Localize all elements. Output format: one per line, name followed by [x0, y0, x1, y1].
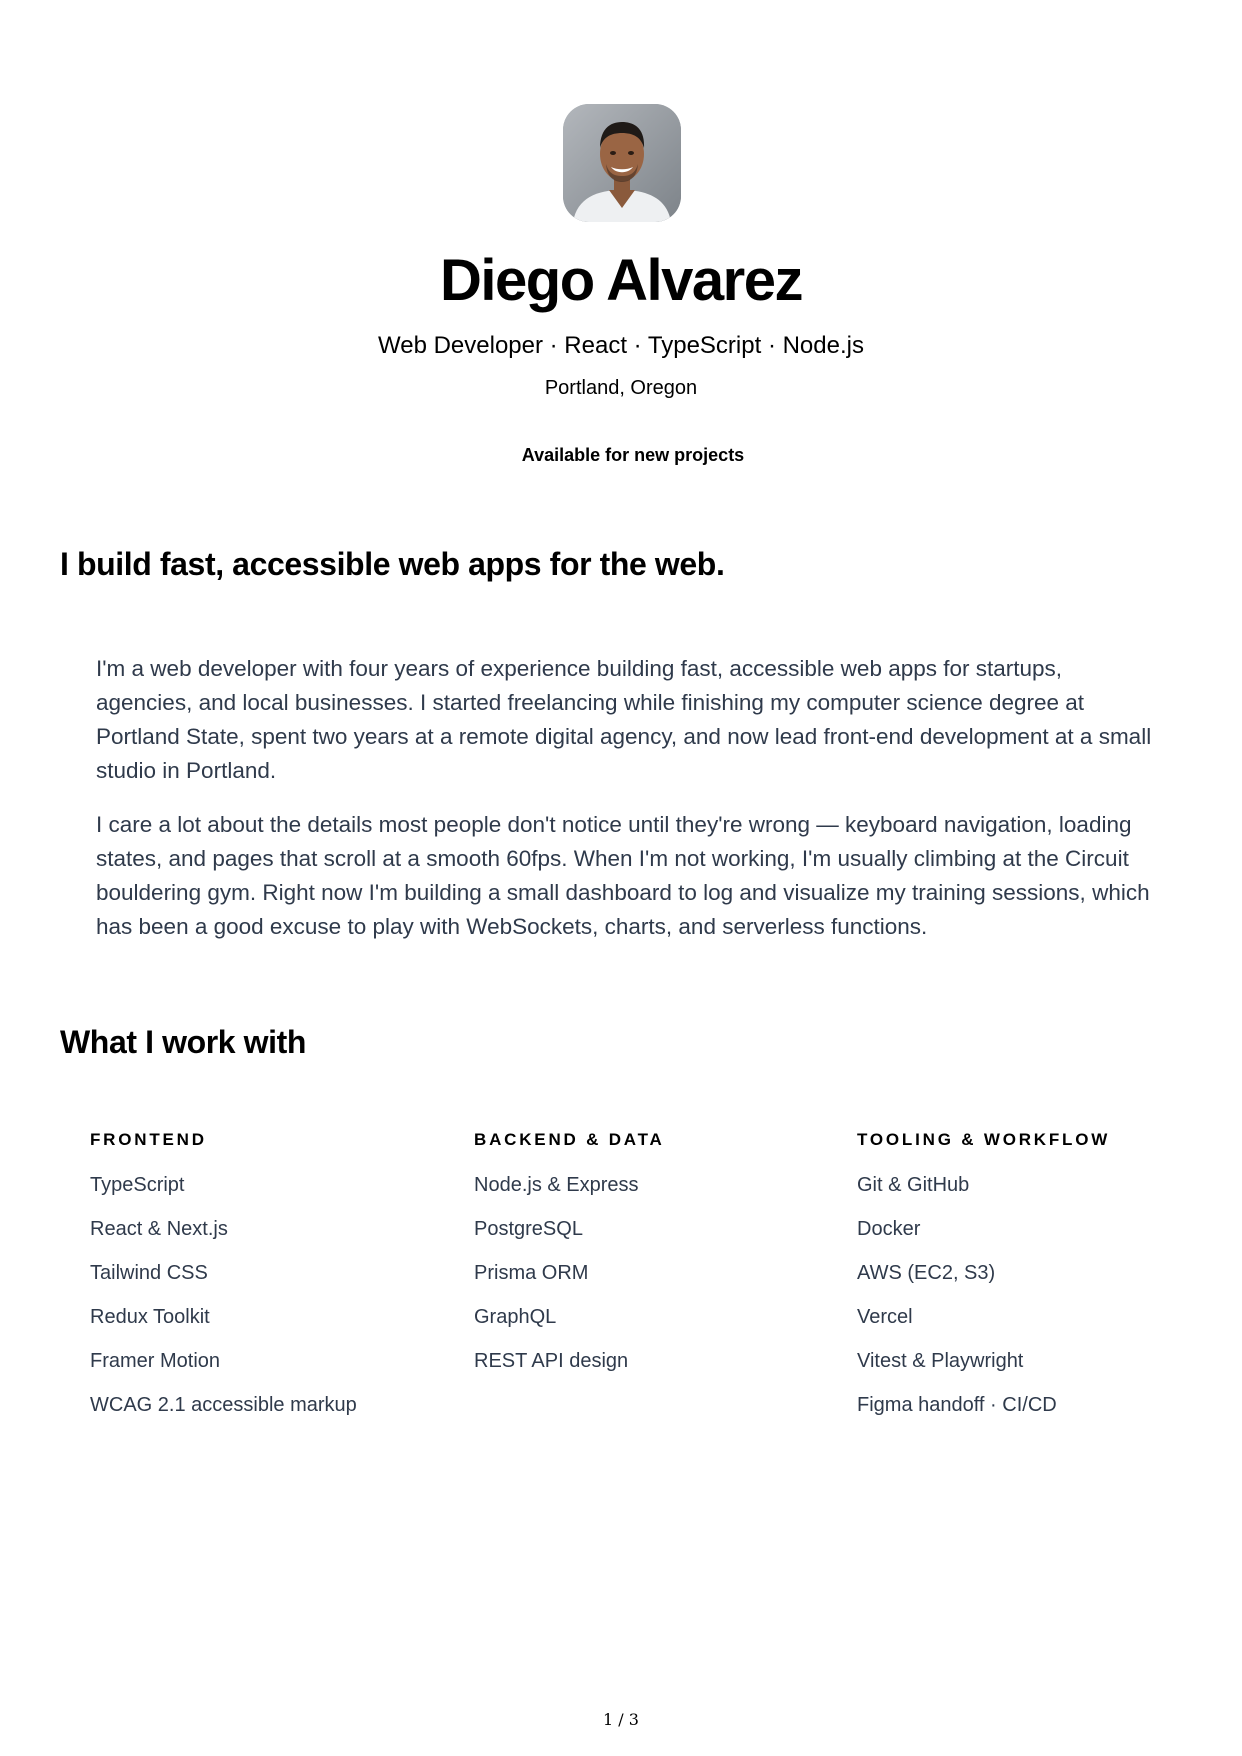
- skill-list: [90, 1174, 450, 1438]
- skill-group-frontend: [90, 1131, 450, 1438]
- bio-section: [96, 652, 1156, 964]
- skill-item: Prisma ORM: [474, 1262, 589, 1284]
- profile-photo: [563, 104, 681, 222]
- skill-list: [857, 1174, 1217, 1438]
- skill-item: Node.js & Express: [474, 1174, 639, 1196]
- skill-item: WCAG 2.1 accessible markup: [90, 1394, 357, 1416]
- availability-status: Available for new projects: [521, 445, 745, 465]
- skill-item: Vitest & Playwright: [857, 1350, 1024, 1372]
- skill-item: Git & GitHub: [857, 1174, 970, 1196]
- skill-item: Tailwind CSS: [90, 1262, 208, 1284]
- profile-headline: Web Developer · React · TypeScript · Node.js: [378, 332, 864, 359]
- skill-item: Redux Toolkit: [90, 1306, 210, 1328]
- skill-item: AWS (EC2, S3): [857, 1262, 996, 1284]
- skill-group-heading: BACKEND & DATA: [474, 1130, 665, 1149]
- skill-list: [474, 1174, 834, 1394]
- skill-item: PostgreSQL: [474, 1218, 583, 1240]
- bio-paragraph-1: I'm a web developer with four years of experience building fast, accessible web apps for startups, agencies, and local businesses. I started freelancing while finishing my computer science degree at Portland State, spent two years at a remote digital agency, and now lead front-end development at a small studio in Portland.: [96, 656, 1152, 783]
- intro-tagline: I build fast, accessible web apps for the web.: [60, 546, 725, 582]
- page-number: 1 / 3: [603, 1710, 639, 1729]
- skill-item: TypeScript: [90, 1174, 185, 1196]
- skill-item: Vercel: [857, 1306, 913, 1328]
- skill-group-heading: FRONTEND: [90, 1130, 207, 1149]
- skill-item: GraphQL: [474, 1306, 557, 1328]
- skill-group-heading: TOOLING & WORKFLOW: [857, 1130, 1111, 1149]
- skill-group-tooling: [857, 1131, 1217, 1438]
- skill-item: React & Next.js: [90, 1218, 228, 1240]
- skill-item: Framer Motion: [90, 1350, 221, 1372]
- profile-location: Portland, Oregon: [544, 377, 698, 399]
- profile-name: Diego Alvarez: [440, 248, 802, 313]
- skill-item: Figma handoff · CI/CD: [857, 1394, 1057, 1416]
- bio-paragraph-2: I care a lot about the details most people don't notice until they're wrong — keyboard navigation, loading states, and pages that scroll at a smooth 60fps. When I'm not working, I'm usually climbing at the Circuit bouldering gym. Right now I'm building a small dashboard to log and visualize my training sessions, which has been a good excuse to play with WebSockets, charts, and serverless functions.: [96, 812, 1150, 939]
- skill-item: REST API design: [474, 1350, 629, 1372]
- skill-item: Docker: [857, 1218, 921, 1240]
- skills-title: What I work with: [60, 1024, 307, 1060]
- skill-group-backend: [474, 1131, 834, 1394]
